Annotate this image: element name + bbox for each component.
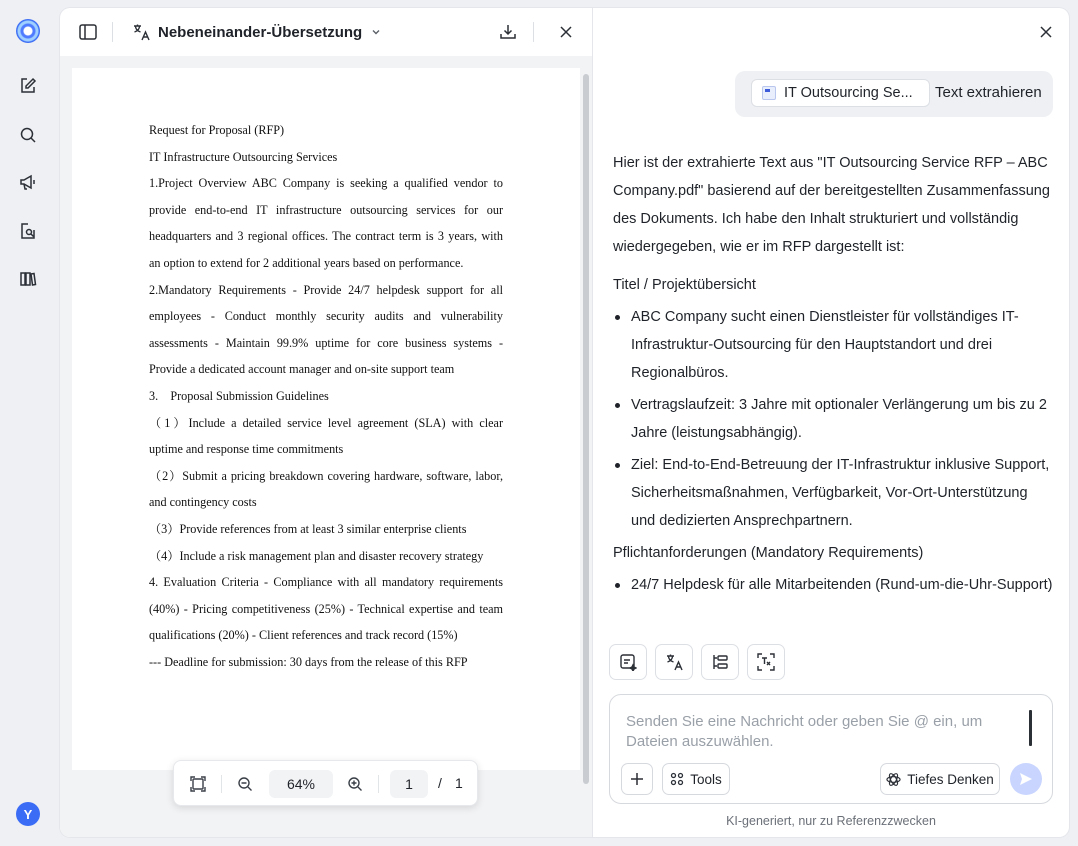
attachment-chip[interactable] [751, 79, 930, 107]
answer-fade [613, 606, 1053, 636]
extract-text-icon[interactable] [747, 644, 785, 680]
app-logo-icon[interactable] [16, 19, 40, 43]
send-icon [1019, 772, 1033, 786]
doc-paragraph: （3）Provide references from at least 3 similar enterprise clients [149, 521, 467, 536]
header-separator [533, 22, 534, 42]
sidebar-toggle-icon[interactable] [76, 20, 100, 44]
new-chat-icon[interactable] [16, 74, 40, 98]
doc-paragraph: 4. Evaluation Criteria - Compliance with all mandatory requirements (40%) - Pricing competitiveness (25%) - Technical expertise and team qualifications (20%) - Client references and track record (15%) [149, 575, 503, 643]
page-separator: / [438, 775, 442, 791]
deep-think-button[interactable] [880, 763, 1000, 795]
pane-divider[interactable] [592, 8, 593, 837]
answer-section-title: Titel / Projektübersicht [613, 277, 756, 293]
chevron-down-icon [370, 26, 382, 38]
fit-page-icon[interactable] [186, 772, 210, 796]
doc-paragraph: 2.Mandatory Requirements - Provide 24/7 helpdesk support for all employees - Conduct monthly security audits and vulnerability assessments - Maintain 99.9% uptime for core business systems - Provide a dedicated account manager and on-site support team [149, 282, 503, 377]
zoom-in-icon[interactable] [343, 772, 367, 796]
doc-paragraph: （2）Submit a pricing breakdown covering hardware, software, labor, and contingency costs [149, 468, 503, 510]
summarize-icon[interactable] [609, 644, 647, 680]
translate-icon [132, 23, 150, 41]
doc-paragraph: 3. Proposal Submission Guidelines [149, 388, 329, 403]
ai-disclaimer: KI-generiert, nur zu Referenzzwecken [726, 814, 936, 828]
document-text [149, 117, 503, 675]
document-scrollbar[interactable] [583, 74, 589, 784]
doc-paragraph: （1）Include a detailed service level agreement (SLA) with clear uptime and response time commitments [149, 415, 503, 457]
user-action-text: Text extrahieren [935, 84, 1042, 101]
answer-list [613, 571, 1053, 599]
mode-selector[interactable] [132, 20, 382, 44]
zoom-out-icon[interactable] [233, 772, 257, 796]
document-header [60, 8, 592, 56]
pdf-file-icon [762, 86, 776, 100]
answer-section-title: Pflichtanforderungen (Mandatory Requirements) [613, 545, 924, 561]
deep-think-label: Tiefes Denken [907, 771, 994, 787]
send-button[interactable] [1010, 763, 1042, 795]
list-item: 24/7 Helpdesk für alle Mitarbeitenden (Rund-um-die-Uhr-Support) [613, 571, 1053, 599]
zoom-toolbar [173, 760, 478, 806]
message-composer[interactable] [609, 694, 1053, 804]
tools-label: Tools [690, 771, 722, 787]
megaphone-icon[interactable] [16, 170, 40, 194]
doc-paragraph: 1.Project Overview ABC Company is seeking a qualified vendor to provide end-to-end IT infrastructure outsourcing services for our headquarters and 3 regional offices. The contract term is 3 years, with an option to extend for 2 additional years based on performance. [149, 176, 503, 270]
outline-icon[interactable] [701, 644, 739, 680]
list-item: ABC Company sucht einen Dienstleister für vollständiges IT-Infrastruktur-Outsourcing für den Hauptstandort und drei Regionalbüros. [613, 303, 1053, 387]
answer-list [613, 303, 1053, 535]
page-total: 1 [455, 775, 463, 791]
document-search-icon[interactable] [16, 219, 40, 243]
tools-button[interactable] [662, 763, 730, 795]
download-icon[interactable] [496, 20, 520, 44]
user-message [735, 71, 1053, 117]
doc-paragraph: （4）Include a risk management plan and disaster recovery strategy [149, 548, 484, 563]
tools-grid-icon [670, 772, 684, 786]
app-rail [0, 0, 56, 846]
document-page [72, 68, 580, 770]
close-chat-icon[interactable] [1034, 20, 1058, 44]
toolbar-separator [378, 775, 379, 793]
doc-paragraph: Request for Proposal (RFP) [149, 123, 285, 137]
avatar[interactable]: Y [16, 802, 40, 826]
add-attachment-button[interactable] [621, 763, 653, 795]
plus-icon [630, 772, 644, 786]
assistant-answer [613, 149, 1053, 632]
zoom-level[interactable]: 64% [269, 770, 333, 798]
atom-icon [886, 772, 901, 787]
page-number-input[interactable]: 1 [390, 770, 428, 798]
list-item: Vertragslaufzeit: 3 Jahre mit optionaler Verlängerung um bis zu 2 Jahre (leistungsabhängig). [613, 391, 1053, 447]
library-icon[interactable] [16, 267, 40, 291]
attachment-name: IT Outsourcing Se... [784, 85, 913, 101]
doc-paragraph: --- Deadline for submission: 30 days from the release of this RFP [149, 654, 468, 669]
header-separator [112, 22, 113, 42]
close-document-icon[interactable] [554, 20, 578, 44]
mode-title: Nebeneinander-Übersetzung [158, 23, 363, 41]
list-item: Ziel: End-to-End-Betreuung der IT-Infrastruktur inklusive Support, Sicherheitsmaßnahmen, Verfügbarkeit, Vor-Ort-Unterstützung und dedizierten Ansprechpartnern. [613, 451, 1053, 535]
translate-tool-icon[interactable] [655, 644, 693, 680]
toolbar-separator [221, 775, 222, 793]
message-input[interactable]: Senden Sie eine Nachricht oder geben Sie @ ein, um Dateien auszuwählen. [626, 713, 983, 750]
doc-paragraph: IT Infrastructure Outsourcing Services [149, 149, 338, 164]
text-caret [1029, 710, 1032, 746]
search-icon[interactable] [16, 123, 40, 147]
answer-intro: Hier ist der extrahierte Text aus "IT Outsourcing Service RFP – ABC Company.pdf" basierend auf der bereitgestellten Zusammenfassung des Dokuments. Ich habe den Inhalt strukturiert und vollständig wiedergegeben, wie er im RFP dargestellt ist: [613, 155, 1050, 255]
